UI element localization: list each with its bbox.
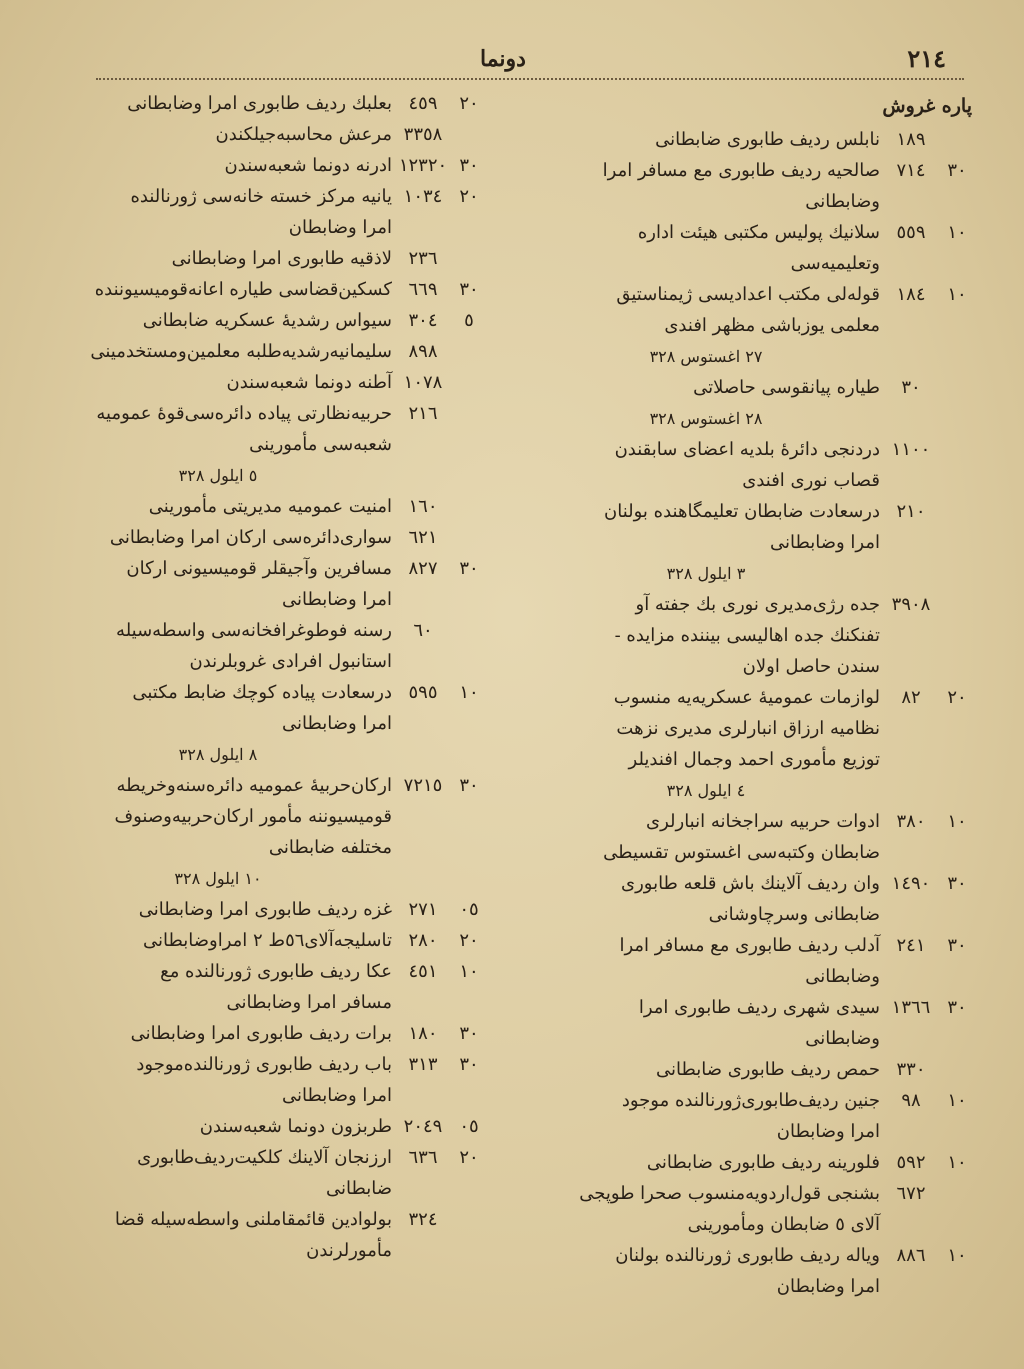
page-number: ٢١٤ bbox=[907, 44, 946, 73]
gurush-amount: ٥٩٢ bbox=[896, 1152, 926, 1173]
gurush-amount: ١٨٤ bbox=[896, 284, 926, 305]
para-amount: ٣٠ bbox=[947, 997, 967, 1018]
entry-description: سليمانيه‌رشديه‌طلبه معلمين‌ومستخدمينى bbox=[90, 341, 392, 362]
entry-description: طربزون دونما شعبه‌سندن bbox=[199, 1116, 392, 1137]
ledger-entry bbox=[44, 305, 484, 336]
entry-description: باب رديف طابورى ژورنالنده‌موجود امرا وضابطانى bbox=[136, 1054, 392, 1106]
ledger-entry bbox=[532, 1085, 972, 1147]
gurush-amount: ٣٨٠ bbox=[896, 811, 926, 832]
entry-description: سلانيك پوليس مكتبى هيئت اداره وتعليميه‌سى bbox=[637, 222, 880, 274]
para-amount: ١٠ bbox=[947, 1152, 967, 1173]
ledger-entry bbox=[532, 1054, 972, 1085]
gurush-amount: ٣٠ bbox=[901, 377, 921, 398]
gurush-amount: ٢٤١ bbox=[896, 935, 926, 956]
ledger-entry bbox=[44, 150, 484, 181]
entry-description: وياله رديف طابورى ژورنالنده بولنان امرا وضابطان bbox=[615, 1245, 880, 1297]
left-column bbox=[44, 88, 484, 1266]
page-title: دونما bbox=[480, 46, 526, 72]
date-heading: ٤ ايلول ٣٢٨ bbox=[666, 781, 746, 800]
ledger-entry bbox=[532, 155, 972, 217]
entry-description: لاذقيه طابورى امرا وضابطانى bbox=[171, 248, 392, 269]
gurush-amount: ٤٥٩ bbox=[408, 93, 438, 114]
entry-description: تاسليجه‌آلاى٥٦ط ٢ امراوضابطانى bbox=[142, 930, 392, 951]
entry-description: قوله‌لى مكتب اعداديسى ژيمناستيق معلمى يوزباشى مظهر افندى bbox=[616, 284, 880, 336]
ledger-entry bbox=[44, 894, 484, 925]
entry-description: درسعادت ضابطان تعليمگاهنده بولنان امرا وضابطانى bbox=[604, 501, 880, 553]
right-entry-list bbox=[532, 124, 972, 1302]
date-heading: ١٠ ايلول ٣٢٨ bbox=[174, 869, 262, 888]
gurush-amount: ٢٧١ bbox=[408, 899, 438, 920]
para-amount: ١٠ bbox=[947, 284, 967, 305]
gurush-amount: ١٦٠ bbox=[408, 496, 438, 517]
entry-description: آطنه دونما شعبه‌سندن bbox=[226, 372, 392, 393]
gurush-amount: ٦٢١ bbox=[408, 527, 438, 548]
date-heading: ٢٨ اغستوس ٣٢٨ bbox=[649, 409, 763, 428]
ledger-entry bbox=[44, 1204, 484, 1266]
ledger-entry bbox=[532, 1178, 972, 1240]
entry-description: بولوادين قائمقاملنى واسطه‌سيله قضا مأمورلرندن bbox=[114, 1209, 392, 1261]
entry-description: يانيه مركز خسته خانه‌سى ژورنالنده امرا وضابطان bbox=[130, 186, 392, 238]
entry-description: حمص رديف طابورى ضابطانى bbox=[655, 1059, 880, 1080]
gurush-amount: ٣٠٤ bbox=[408, 310, 438, 331]
entry-description: وان رديف آلاينك باش قلعه طابورى ضابطانى وسرچاوشانى bbox=[620, 873, 880, 925]
gurush-amount: ٦٠ bbox=[413, 620, 433, 641]
ledger-entry bbox=[44, 677, 484, 739]
para-amount: ٢٠ bbox=[459, 186, 479, 207]
gurush-amount: ٣٣٥٨ bbox=[403, 124, 443, 145]
gurush-amount: ١٤٩٠ bbox=[891, 873, 931, 894]
entry-description: امنيت عموميه مديريتى مأمورينى bbox=[148, 496, 392, 517]
para-amount: ٣٠ bbox=[459, 1023, 479, 1044]
ledger-entry bbox=[44, 615, 484, 677]
currency-heading: پاره غروش bbox=[882, 95, 972, 117]
entry-description: سوارى‌دائره‌سى اركان امرا وضابطانى bbox=[109, 527, 392, 548]
ledger-entry bbox=[44, 88, 484, 119]
entry-description: حربيه‌نظارتى پياده دائره‌سى‌قوهٔ عموميه شعبه‌سى مأمورينى bbox=[96, 403, 392, 455]
gurush-amount: ٥٥٩ bbox=[896, 222, 926, 243]
ledger-entry bbox=[44, 119, 484, 150]
ledger-entry bbox=[44, 1142, 484, 1204]
entry-description: مرعش محاسبه‌جيلكندن bbox=[215, 124, 392, 145]
para-amount: ١٠ bbox=[947, 1090, 967, 1111]
ledger-entry bbox=[44, 770, 484, 863]
ledger-entry bbox=[44, 1049, 484, 1111]
entry-description: نابلس رديف طابورى ضابطانى bbox=[655, 129, 880, 150]
gurush-amount: ٢٣٦ bbox=[408, 248, 438, 269]
ledger-entry bbox=[532, 496, 972, 558]
entry-description: لوازمات عموميهٔ عسكريه‌يه منسوب نظاميه ارزاق انبارلرى مديرى نزهت توزيع مأمورى احمد وجمال افنديلر bbox=[613, 687, 880, 770]
ledger-entry bbox=[532, 868, 972, 930]
ledger-entry bbox=[44, 522, 484, 553]
para-amount: ٠٥ bbox=[459, 899, 479, 920]
gurush-amount: ٣١٣ bbox=[408, 1054, 438, 1075]
gurush-amount: ٤٥١ bbox=[408, 961, 438, 982]
para-amount: ٣٠ bbox=[459, 279, 479, 300]
para-amount: ٣٠ bbox=[459, 155, 479, 176]
para-amount: ٣٠ bbox=[459, 1054, 479, 1075]
entry-description: برات رديف طابورى امرا وضابطانى bbox=[130, 1023, 392, 1044]
entry-description: سيدى شهرى رديف طابورى امرا وضابطانى bbox=[638, 997, 880, 1049]
ledger-entry bbox=[532, 1240, 972, 1302]
entry-description: ارزنجان آلاينك كلكيت‌رديف‌طابورى ضابطانى bbox=[137, 1147, 392, 1199]
gurush-amount: ٦٧٢ bbox=[896, 1183, 926, 1204]
entry-description: جنين رديف‌طابورى‌ژورنالنده موجود امرا وضابطان bbox=[621, 1090, 880, 1142]
ledger-entry bbox=[44, 956, 484, 1018]
para-amount: ٣٠ bbox=[947, 935, 967, 956]
para-amount: ٣٠ bbox=[947, 160, 967, 181]
entry-description: رسنه فوطوغرافخانه‌سى واسطه‌سيله استانبول افرادى غروبلرندن bbox=[116, 620, 392, 672]
para-amount: ٠٥ bbox=[459, 1116, 479, 1137]
left-entry-list bbox=[44, 88, 484, 1266]
ledger-entry bbox=[532, 372, 972, 403]
entry-description: اركان‌حربيهٔ عموميه دائره‌سنه‌وخريطه قوميسيوننه مأمور اركان‌حربيه‌وصنوف مختلفه ضابطانى bbox=[114, 775, 392, 858]
para-amount: ١٠ bbox=[459, 961, 479, 982]
ledger-entry bbox=[44, 925, 484, 956]
gurush-amount: ٩٨ bbox=[901, 1090, 921, 1111]
gurush-amount: ١١٠٠ bbox=[891, 439, 931, 460]
ledger-entry bbox=[44, 1018, 484, 1049]
ledger-entry bbox=[532, 589, 972, 682]
entry-description: درسعادت پياده كوچك ضابط مكتبى امرا وضابطانى bbox=[132, 682, 392, 734]
para-amount: ٣٠ bbox=[947, 873, 967, 894]
ledger-entry bbox=[532, 1147, 972, 1178]
gurush-amount: ١٠٧٨ bbox=[403, 372, 443, 393]
gurush-amount: ١٣٦٦ bbox=[891, 997, 931, 1018]
ledger-entry bbox=[44, 243, 484, 274]
para-amount: ١٠ bbox=[947, 811, 967, 832]
entry-description: صالحيه رديف طابورى مع مسافر امرا وضابطانى bbox=[602, 160, 880, 212]
date-heading: ٢٧ اغستوس ٣٢٨ bbox=[649, 347, 763, 366]
ledger-entry bbox=[44, 181, 484, 243]
ledger-entry bbox=[532, 806, 972, 868]
gurush-amount: ٨٩٨ bbox=[408, 341, 438, 362]
gurush-amount: ١٨٩ bbox=[896, 129, 926, 150]
ledger-entry bbox=[44, 367, 484, 398]
gurush-amount: ٢٨٠ bbox=[408, 930, 438, 951]
gurush-amount: ٧٢١٥ bbox=[403, 775, 443, 796]
para-amount: ٥ bbox=[464, 310, 474, 331]
gurush-amount: ٢١٦ bbox=[408, 403, 438, 424]
ledger-entry bbox=[532, 279, 972, 341]
para-amount: ٢٠ bbox=[947, 687, 967, 708]
gurush-amount: ٣٢٤ bbox=[408, 1209, 438, 1230]
entry-description: غزه رديف طابورى امرا وضابطانى bbox=[138, 899, 392, 920]
gurush-amount: ٧١٤ bbox=[896, 160, 926, 181]
gurush-amount: ٢١٠ bbox=[896, 501, 926, 522]
para-amount: ٢٠ bbox=[459, 93, 479, 114]
entry-description: كسكين‌قضاسى طياره اعانه‌قوميسيوننده bbox=[94, 279, 392, 300]
header-divider bbox=[96, 78, 964, 82]
ledger-entry bbox=[44, 1111, 484, 1142]
entry-description: جده رژى‌مديرى نورى بك جفته آو تفنكنك جده اهاليسى بيننده مزايده - سندن حاصل اولان bbox=[614, 594, 880, 677]
entry-description: آدلب رديف طابورى مع مسافر امرا وضابطانى bbox=[619, 935, 880, 987]
gurush-amount: ١٠٣٤ bbox=[403, 186, 443, 207]
entry-description: طياره پيانقوسى حاصلاتى bbox=[693, 377, 880, 398]
ledger-entry bbox=[44, 398, 484, 460]
para-amount: ٣٠ bbox=[459, 558, 479, 579]
para-amount: ١٠ bbox=[947, 222, 967, 243]
date-heading: ٣ ايلول ٣٢٨ bbox=[666, 564, 746, 583]
gurush-amount: ١٢٣٢٠ bbox=[398, 155, 448, 176]
entry-description: ادرنه دونما شعبه‌سندن bbox=[224, 155, 392, 176]
entry-description: بشنجى قول‌اردويه‌منسوب صحرا طوپجى آلاى ٥ ضابطان ومأمورينى bbox=[579, 1183, 880, 1235]
ledger-entry bbox=[44, 553, 484, 615]
gurush-amount: ٨٢٧ bbox=[408, 558, 438, 579]
gurush-amount: ٣٩٠٨ bbox=[891, 594, 931, 615]
para-amount: ٢٠ bbox=[459, 1147, 479, 1168]
ledger-entry bbox=[532, 124, 972, 155]
para-amount: ١٠ bbox=[947, 1245, 967, 1266]
gurush-amount: ١٨٠ bbox=[408, 1023, 438, 1044]
ledger-entry bbox=[44, 336, 484, 367]
entry-description: ادوات حربيه سراجخانه انبارلرى ضابطان وكتبه‌سى اغستوس تقسيطى bbox=[603, 811, 880, 863]
entry-description: سيواس رشديهٔ عسكريه ضابطانى bbox=[142, 310, 392, 331]
right-column bbox=[532, 88, 972, 1302]
entry-description: بعلبك رديف طابورى امرا وضابطانى bbox=[127, 93, 392, 114]
date-heading: ٥ ايلول ٣٢٨ bbox=[178, 466, 258, 485]
entry-description: مسافرين وآجيقلر قوميسيونى اركان امرا وضابطانى bbox=[126, 558, 392, 610]
ledger-entry bbox=[532, 434, 972, 496]
entry-description: دردنجى دائرهٔ بلديه اعضاى سابقندن قصاب نورى افندى bbox=[614, 439, 880, 491]
gurush-amount: ٨٨٦ bbox=[896, 1245, 926, 1266]
date-heading: ٨ ايلول ٣٢٨ bbox=[178, 745, 258, 764]
gurush-amount: ٥٩٥ bbox=[408, 682, 438, 703]
para-amount: ٢٠ bbox=[459, 930, 479, 951]
entry-description: فلورينه رديف طابورى ضابطانى bbox=[646, 1152, 880, 1173]
gurush-amount: ٦٦٩ bbox=[408, 279, 438, 300]
ledger-entry bbox=[532, 217, 972, 279]
gurush-amount: ٢٠٤٩ bbox=[403, 1116, 443, 1137]
ledger-entry bbox=[532, 682, 972, 775]
para-amount: ٣٠ bbox=[459, 775, 479, 796]
gurush-amount: ٦٣٦ bbox=[408, 1147, 438, 1168]
gurush-amount: ٣٣٠ bbox=[896, 1059, 926, 1080]
entry-description: عكا رديف طابورى ژورنالنده مع مسافر امرا وضابطانى bbox=[160, 961, 392, 1013]
ledger-entry bbox=[44, 274, 484, 305]
gurush-amount: ٨٢ bbox=[901, 687, 921, 708]
para-amount: ١٠ bbox=[459, 682, 479, 703]
ledger-entry bbox=[44, 491, 484, 522]
ledger-entry bbox=[532, 930, 972, 992]
ledger-entry bbox=[532, 992, 972, 1054]
